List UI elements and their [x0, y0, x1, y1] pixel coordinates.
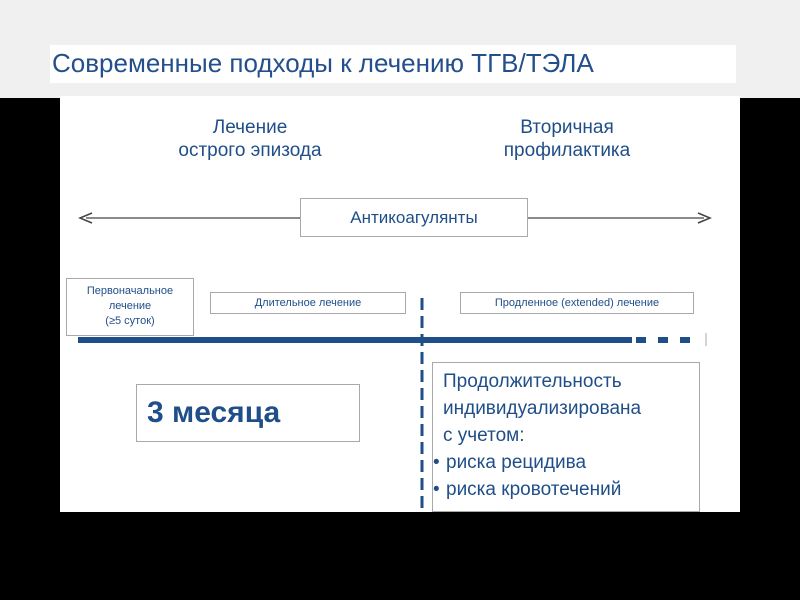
anticoagulants-box: Антикоагулянты: [300, 198, 528, 237]
duration-line2: индивидуализирована: [443, 398, 642, 419]
heading-secondary-line2: профилактика: [503, 140, 631, 161]
timeline-dash-2: [658, 337, 668, 343]
slide-title: Современные подходы к лечению ТГВ/ТЭЛА: [52, 48, 594, 78]
risk-list-item: • риска кровотечений: [433, 476, 699, 503]
timeline-dash-1: [636, 337, 646, 343]
heading-secondary-line1: Вторичная: [520, 117, 614, 138]
risk-list: [443, 449, 699, 503]
initial-treatment-line1: Первоначальное: [86, 285, 174, 297]
three-months-box: 3 месяца: [136, 384, 360, 442]
initial-treatment-line2: лечение: [108, 300, 152, 312]
risk-list-item: • риска рецидива: [433, 449, 699, 476]
long-term-treatment-box: Длительное лечение: [210, 292, 406, 314]
duration-line1: Продолжительность: [443, 371, 622, 392]
initial-treatment-box: [66, 278, 194, 336]
timeline-dash-3: [680, 337, 690, 343]
heading-acute-line2: острого эпизода: [178, 140, 322, 161]
duration-box: [432, 362, 700, 512]
heading-acute-line1: Лечение: [212, 117, 288, 138]
duration-line3: с учетом:: [443, 425, 525, 446]
initial-treatment-line3: (≥5 суток): [105, 315, 155, 327]
extended-treatment-box: Продленное (extended) лечение: [460, 292, 694, 314]
